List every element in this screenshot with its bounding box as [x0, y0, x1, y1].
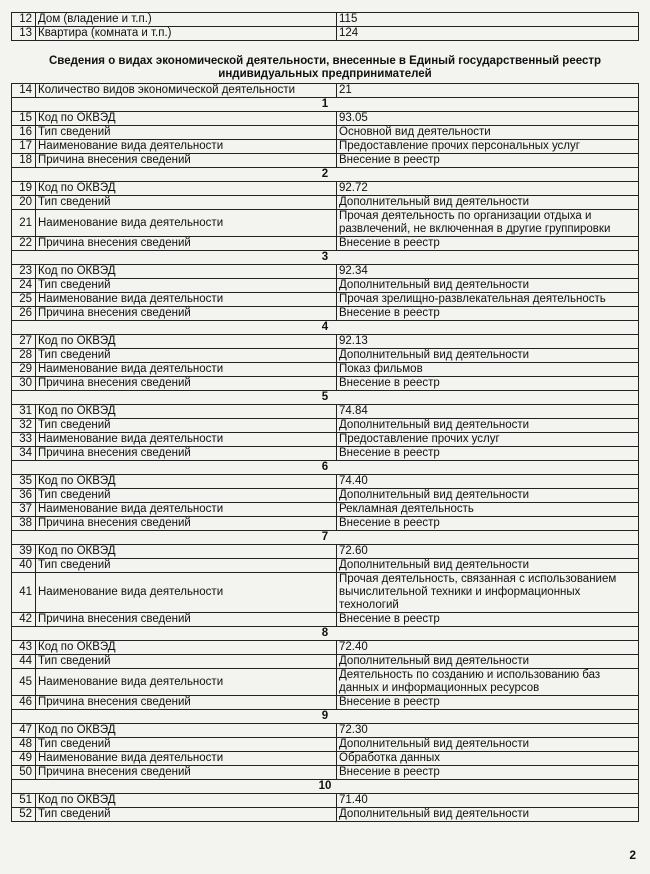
row-value: Дополнительный вид деятельности	[337, 419, 639, 433]
row-label: Тип сведений	[36, 489, 337, 503]
table-row	[12, 335, 639, 349]
row-value: Внесение в реестр	[337, 696, 639, 710]
row-label: Тип сведений	[36, 655, 337, 669]
row-label: Тип сведений	[36, 126, 337, 140]
document-page	[11, 12, 639, 822]
row-value: 115	[337, 13, 639, 27]
row-label: Причина внесения сведений	[36, 447, 337, 461]
page-number: 2	[629, 848, 636, 862]
row-number: 32	[12, 419, 36, 433]
row-label: Тип сведений	[36, 559, 337, 573]
row-label: Причина внесения сведений	[36, 613, 337, 627]
row-label: Причина внесения сведений	[36, 307, 337, 321]
row-label: Причина внесения сведений	[36, 766, 337, 780]
table-row	[12, 126, 639, 140]
table-row	[12, 349, 639, 363]
group-index: 1	[12, 98, 639, 112]
table-row	[12, 517, 639, 531]
table-row	[12, 696, 639, 710]
row-label: Наименование вида деятельности	[36, 433, 337, 447]
group-index: 7	[12, 531, 639, 545]
table-row	[12, 237, 639, 251]
row-label: Тип сведений	[36, 419, 337, 433]
row-number: 18	[12, 154, 36, 168]
row-number: 39	[12, 545, 36, 559]
row-number: 31	[12, 405, 36, 419]
row-value: Внесение в реестр	[337, 237, 639, 251]
row-label: Причина внесения сведений	[36, 154, 337, 168]
row-number: 51	[12, 794, 36, 808]
row-value: Внесение в реестр	[337, 613, 639, 627]
row-value: Дополнительный вид деятельности	[337, 349, 639, 363]
table-row	[12, 433, 639, 447]
row-value: Дополнительный вид деятельности	[337, 196, 639, 210]
row-value: Прочая деятельность по организации отдыха и развлечений, не включенная в другие группировки	[337, 210, 639, 237]
row-value: 92.34	[337, 265, 639, 279]
row-number: 48	[12, 738, 36, 752]
row-number: 50	[12, 766, 36, 780]
row-number: 23	[12, 265, 36, 279]
row-number: 27	[12, 335, 36, 349]
row-label: Код по ОКВЭД	[36, 641, 337, 655]
row-value: Предоставление прочих персональных услуг	[337, 140, 639, 154]
row-value: Показ фильмов	[337, 363, 639, 377]
row-label: Тип сведений	[36, 349, 337, 363]
address-table	[11, 12, 639, 41]
row-label: Количество видов экономической деятельности	[36, 84, 337, 98]
row-value: Рекламная деятельность	[337, 503, 639, 517]
table-row	[12, 84, 639, 98]
group-header-row	[12, 710, 639, 724]
activities-table	[11, 83, 639, 822]
row-label: Код по ОКВЭД	[36, 405, 337, 419]
table-row	[12, 210, 639, 237]
row-value: Дополнительный вид деятельности	[337, 808, 639, 822]
row-number: 12	[12, 13, 36, 27]
table-row	[12, 613, 639, 627]
row-value: Внесение в реестр	[337, 154, 639, 168]
row-number: 13	[12, 27, 36, 41]
row-value: Внесение в реестр	[337, 377, 639, 391]
row-number: 16	[12, 126, 36, 140]
row-label: Причина внесения сведений	[36, 517, 337, 531]
row-value: Основной вид деятельности	[337, 126, 639, 140]
row-number: 40	[12, 559, 36, 573]
table-row	[12, 27, 639, 41]
row-number: 44	[12, 655, 36, 669]
row-number: 42	[12, 613, 36, 627]
row-value: Дополнительный вид деятельности	[337, 738, 639, 752]
row-label: Наименование вида деятельности	[36, 363, 337, 377]
row-label: Наименование вида деятельности	[36, 503, 337, 517]
row-value: 92.72	[337, 182, 639, 196]
table-row	[12, 419, 639, 433]
table-row	[12, 265, 639, 279]
row-number: 38	[12, 517, 36, 531]
table-row	[12, 307, 639, 321]
row-value: Внесение в реестр	[337, 766, 639, 780]
table-row	[12, 13, 639, 27]
group-index: 9	[12, 710, 639, 724]
row-number: 41	[12, 573, 36, 613]
group-header-row	[12, 98, 639, 112]
row-value: 72.30	[337, 724, 639, 738]
table-row	[12, 377, 639, 391]
row-label: Наименование вида деятельности	[36, 669, 337, 696]
table-row	[12, 112, 639, 126]
row-label: Наименование вида деятельности	[36, 573, 337, 613]
row-value: 72.40	[337, 641, 639, 655]
table-row	[12, 559, 639, 573]
table-row	[12, 794, 639, 808]
row-value: Внесение в реестр	[337, 517, 639, 531]
group-index: 3	[12, 251, 639, 265]
row-value: 74.84	[337, 405, 639, 419]
row-value: 93.05	[337, 112, 639, 126]
row-number: 33	[12, 433, 36, 447]
row-number: 15	[12, 112, 36, 126]
row-number: 17	[12, 140, 36, 154]
row-number: 19	[12, 182, 36, 196]
group-index: 5	[12, 391, 639, 405]
row-label: Код по ОКВЭД	[36, 475, 337, 489]
row-label: Код по ОКВЭД	[36, 545, 337, 559]
row-value: Предоставление прочих услуг	[337, 433, 639, 447]
table-row	[12, 752, 639, 766]
row-value: Дополнительный вид деятельности	[337, 489, 639, 503]
group-index: 8	[12, 627, 639, 641]
row-label: Код по ОКВЭД	[36, 335, 337, 349]
row-number: 35	[12, 475, 36, 489]
row-label: Тип сведений	[36, 808, 337, 822]
table-row	[12, 363, 639, 377]
row-value: 74.40	[337, 475, 639, 489]
row-number: 24	[12, 279, 36, 293]
row-value: Деятельность по созданию и использованию баз данных и информационных ресурсов	[337, 669, 639, 696]
table-row	[12, 724, 639, 738]
group-header-row	[12, 461, 639, 475]
table-row	[12, 503, 639, 517]
row-number: 28	[12, 349, 36, 363]
row-value: Внесение в реестр	[337, 447, 639, 461]
table-row	[12, 154, 639, 168]
group-index: 4	[12, 321, 639, 335]
row-label: Тип сведений	[36, 279, 337, 293]
table-row	[12, 655, 639, 669]
row-label: Причина внесения сведений	[36, 377, 337, 391]
table-row	[12, 405, 639, 419]
row-value: 71.40	[337, 794, 639, 808]
row-label: Код по ОКВЭД	[36, 265, 337, 279]
row-number: 45	[12, 669, 36, 696]
row-value: Внесение в реестр	[337, 307, 639, 321]
section-title: Сведения о видах экономической деятельности, внесенные в Единый государственный реестр индивидуальных предпринимателей	[48, 55, 602, 80]
row-number: 47	[12, 724, 36, 738]
row-value: Дополнительный вид деятельности	[337, 655, 639, 669]
row-label: Код по ОКВЭД	[36, 112, 337, 126]
row-number: 25	[12, 293, 36, 307]
table-row	[12, 669, 639, 696]
row-number: 34	[12, 447, 36, 461]
table-row	[12, 738, 639, 752]
group-index: 6	[12, 461, 639, 475]
row-label: Наименование вида деятельности	[36, 210, 337, 237]
row-value: Обработка данных	[337, 752, 639, 766]
row-number: 36	[12, 489, 36, 503]
group-header-row	[12, 531, 639, 545]
row-label: Наименование вида деятельности	[36, 293, 337, 307]
row-label: Код по ОКВЭД	[36, 182, 337, 196]
table-row	[12, 475, 639, 489]
table-row	[12, 140, 639, 154]
table-row	[12, 182, 639, 196]
row-label: Квартира (комната и т.п.)	[36, 27, 337, 41]
table-row	[12, 447, 639, 461]
row-number: 14	[12, 84, 36, 98]
row-value: Дополнительный вид деятельности	[337, 559, 639, 573]
row-label: Наименование вида деятельности	[36, 752, 337, 766]
table-row	[12, 573, 639, 613]
table-row	[12, 279, 639, 293]
table-row	[12, 641, 639, 655]
row-label: Причина внесения сведений	[36, 696, 337, 710]
row-label: Дом (владение и т.п.)	[36, 13, 337, 27]
row-number: 20	[12, 196, 36, 210]
row-label: Тип сведений	[36, 196, 337, 210]
table-row	[12, 766, 639, 780]
row-number: 30	[12, 377, 36, 391]
row-number: 29	[12, 363, 36, 377]
table-row	[12, 293, 639, 307]
row-number: 22	[12, 237, 36, 251]
group-header-row	[12, 251, 639, 265]
group-index: 2	[12, 168, 639, 182]
row-value: 21	[337, 84, 639, 98]
group-header-row	[12, 168, 639, 182]
row-value: 92.13	[337, 335, 639, 349]
row-value: Прочая деятельность, связанная с использованием вычислительной техники и информационных технологий	[337, 573, 639, 613]
row-number: 26	[12, 307, 36, 321]
row-label: Наименование вида деятельности	[36, 140, 337, 154]
row-value: 72.60	[337, 545, 639, 559]
row-number: 46	[12, 696, 36, 710]
row-label: Тип сведений	[36, 738, 337, 752]
row-value: 124	[337, 27, 639, 41]
table-row	[12, 489, 639, 503]
group-header-row	[12, 780, 639, 794]
row-number: 43	[12, 641, 36, 655]
row-value: Дополнительный вид деятельности	[337, 279, 639, 293]
group-header-row	[12, 627, 639, 641]
row-number: 52	[12, 808, 36, 822]
group-index: 10	[12, 780, 639, 794]
row-label: Код по ОКВЭД	[36, 724, 337, 738]
row-label: Причина внесения сведений	[36, 237, 337, 251]
group-header-row	[12, 391, 639, 405]
row-value: Прочая зрелищно-развлекательная деятельность	[337, 293, 639, 307]
row-number: 37	[12, 503, 36, 517]
table-row	[12, 196, 639, 210]
table-row	[12, 808, 639, 822]
row-label: Код по ОКВЭД	[36, 794, 337, 808]
row-number: 49	[12, 752, 36, 766]
group-header-row	[12, 321, 639, 335]
table-row	[12, 545, 639, 559]
row-number: 21	[12, 210, 36, 237]
